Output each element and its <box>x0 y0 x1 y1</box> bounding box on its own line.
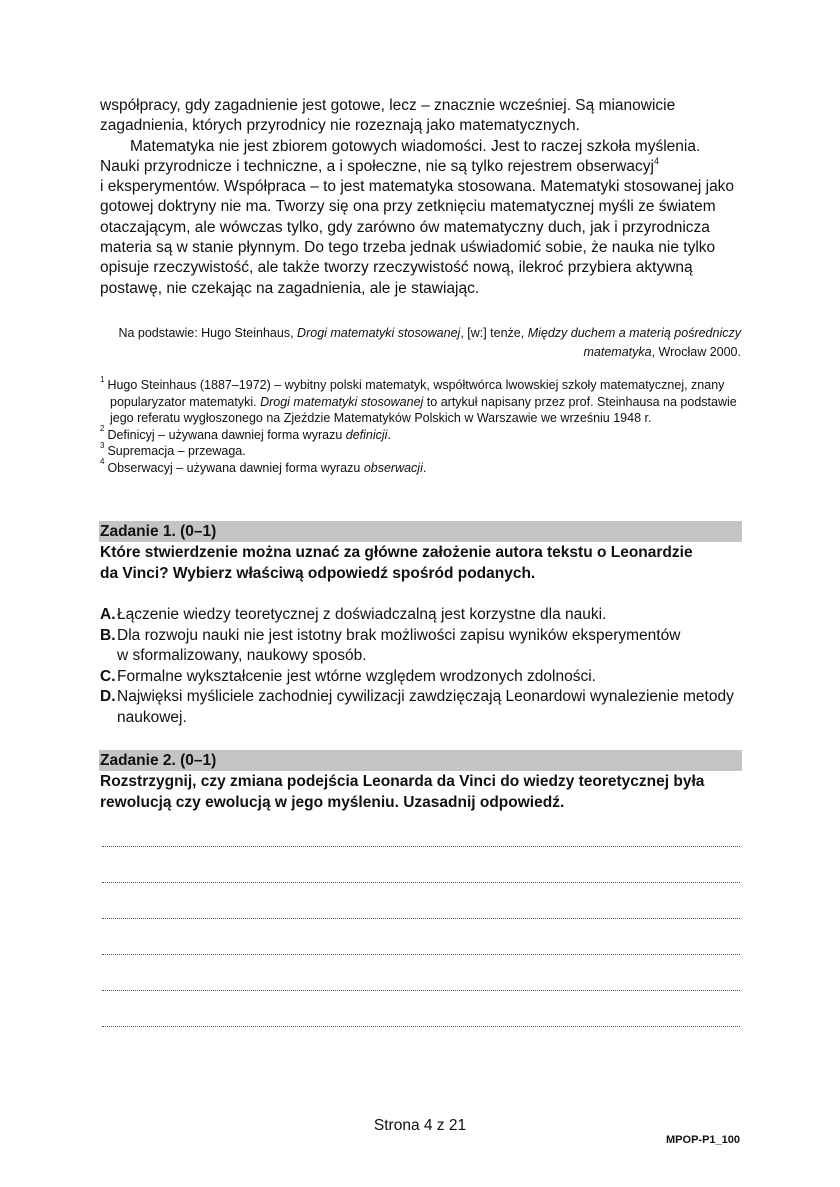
text-line: otaczającym, ale wówczas tylko, gdy zarówno ów matematyczny duch, jak i przyrodnicza <box>100 218 710 236</box>
paragraph-2 <box>100 137 745 299</box>
option-letter: C. <box>100 667 116 685</box>
task-1-options <box>100 605 745 728</box>
article-text <box>100 96 745 299</box>
exam-code: MPOP-P1_100 <box>666 1134 740 1146</box>
option-b[interactable]: B. Dla rozwoju nauki nie jest istotny brak możliwości zapisu wyników eksperymentów w sformalizowany, naukowy sposób. <box>100 626 745 667</box>
source-citation: Na podstawie: Hugo Steinhaus, Drogi matematyki stosowanej, [w:] tenże, Między duchem a materią pośredniczy matematyka, Wrocław 2000. <box>118 326 741 359</box>
task-1-header: Zadanie 1. (0–1) <box>99 521 742 542</box>
answer-line[interactable] <box>102 990 740 991</box>
answer-line[interactable] <box>102 954 740 955</box>
text-line: zagadnienia, których przyrodnicy nie rozeznają jako matematycznych. <box>100 117 580 135</box>
text-line: gotowej doktryny nie ma. Tworzy się ona przy zetknięciu matematycznej myśli ze światem <box>100 198 716 216</box>
text-line: postawę, nie czekając na zagadnienia, ale je stawiając. <box>100 279 480 297</box>
source-book-title: Między duchem a materią pośredniczy <box>527 326 741 340</box>
text-line: Matematyka nie jest zbiorem gotowych wiadomości. Jest to raczej szkoła myślenia. <box>130 137 701 155</box>
source-title: Drogi matematyki stosowanej <box>297 326 461 340</box>
text-line: i eksperymentów. Współpraca – to jest matematyka stosowana. Matematyki stosowanej jako <box>100 178 735 196</box>
option-letter: B. <box>100 626 116 644</box>
task-2-header: Zadanie 2. (0–1) <box>99 750 742 771</box>
paragraph-1 <box>100 96 745 137</box>
answer-area[interactable] <box>102 846 740 1062</box>
option-d[interactable]: D. Najwięksi myśliciele zachodniej cywilizacji zawdzięczają Leonardowi wynalezienie metody naukowej. <box>100 687 745 728</box>
text-line: Nauki przyrodnicze i techniczne, a i społeczne, nie są tylko rejestrem obserwacyj <box>100 157 654 175</box>
option-c[interactable]: C. Formalne wykształcenie jest wtórne względem wrodzonych zdolności. <box>100 667 745 688</box>
source-book-title-cont: matematyka <box>583 345 652 359</box>
answer-line[interactable] <box>102 918 740 919</box>
footnote-2: $^2$ Definicyj – używana dawniej forma wyrazu definicji. <box>100 424 391 442</box>
text-line: współpracy, gdy zagadnienie jest gotowe, lecz – znacznie wcześniej. Są mianowicie <box>100 97 676 114</box>
answer-line[interactable] <box>102 846 740 847</box>
footnote-3: $^3$ Supremacja – przewaga. <box>100 440 246 458</box>
option-a[interactable]: A. Łączenie wiedzy teoretycznej z doświadczalną jest korzystne dla nauki. <box>100 605 745 626</box>
task-2-question: Rozstrzygnij, czy zmiana podejścia Leonarda da Vinci do wiedzy teoretycznej była rewolucją czy ewolucją w jego myśleniu. Uzasadnij odpowiedź. <box>100 773 705 811</box>
option-letter: D. <box>100 688 116 705</box>
task-1-question: Które stwierdzenie można uznać za główne założenie autora tekstu o Leonardzie da Vinci? Wybierz właściwą odpowiedź spośród podanych. <box>100 544 693 582</box>
option-letter: A. <box>100 606 116 623</box>
footnote-1: $^1$ Hugo Steinhaus (1887–1972) – wybitny polski matematyk, współtwórca lwowskiej szkoły matematycznej, znany popularyzator matematyki. Drogi matematyki stosowanej to artykuł napisany przez prof. Steinhausa na podstawie jego referatu wygłoszonego na Zjeździe Matematyków Polskich w Warszawie we wrześniu 1948 r. <box>100 374 737 425</box>
text-line: opisuje rzeczywistość, ale także tworzy rzeczywistość nową, ilekroć przybiera aktywną <box>100 259 693 277</box>
footnotes <box>100 374 741 476</box>
answer-line[interactable] <box>102 882 740 883</box>
footnote-ref-4: 4 <box>653 155 659 166</box>
answer-line[interactable] <box>102 1026 740 1027</box>
page-number: Strona 4 z 21 <box>373 1117 467 1134</box>
text-line: materia są w stanie płynnym. Do tego trzeba jednak uświadomić sobie, że nauka nie tylko <box>100 239 716 257</box>
footnote-4: $^4$ Obserwacyj – używana dawniej forma wyrazu obserwacji. <box>100 457 427 475</box>
